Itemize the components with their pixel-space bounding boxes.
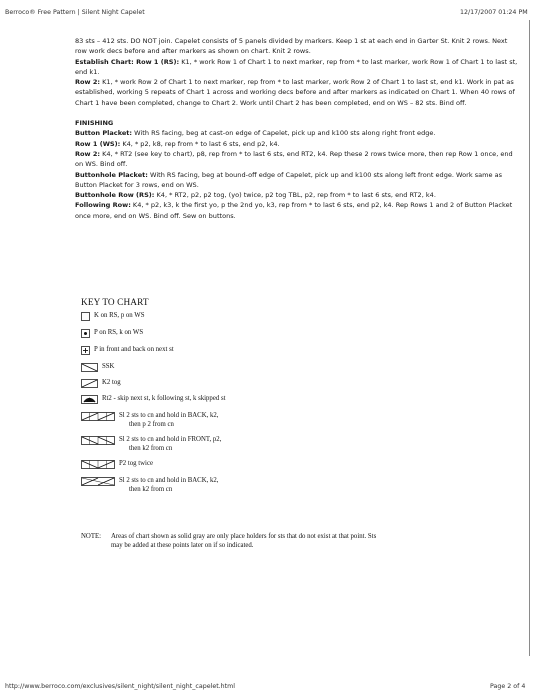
purl-symbol-icon <box>81 329 90 338</box>
key-item <box>81 346 381 363</box>
key-title: KEY TO CHART <box>81 298 149 308</box>
finishing-heading: FINISHING <box>75 119 114 128</box>
key-label: Sl 2 sts to cn and hold in BACK, k2, <box>119 412 219 419</box>
note-text: Areas of chart shown as solid gray are only place holders for sts that do not exist at that point. Sts may be added at these points later on if so indicated. <box>111 533 377 549</box>
note-label: NOTE: <box>81 533 102 540</box>
pattern-paragraph <box>75 190 520 200</box>
instruction-label: Buttonhole Placket: <box>75 170 148 179</box>
cable-back-symbol-icon <box>81 412 115 421</box>
pattern-paragraph <box>75 128 520 138</box>
key-label: K2 tog <box>102 379 121 386</box>
section-heading <box>75 118 520 128</box>
instruction-label: Row 2: <box>75 149 101 158</box>
key-item <box>81 379 381 395</box>
pattern-paragraph: 83 sts – 412 sts. DO NOT join. Capelet consists of 5 panels divided by markers. Keep 1 st at each end in Garter St. Knit 2 rows. Next row work decs before and after markers as shown on chart. Knit 2 rows. <box>75 37 508 56</box>
key-label: Sl 2 sts to cn and hold in FRONT, p2, <box>119 436 222 443</box>
instruction-label: Following Row: <box>75 201 131 210</box>
key-to-chart <box>81 298 381 501</box>
key-label: P2 tog twice <box>119 460 153 467</box>
instruction-text: K4, * RT2 (see key to chart), p8, rep from * to last 6 sts, end RT2, k4. Rep these 2 rows twice more, then rep Row 1 once, end on WS. Bind off. <box>75 149 513 169</box>
pattern-paragraph <box>75 149 520 170</box>
instruction-text: K1, * work Row 2 of Chart 1 to next marker, rep from * to last marker, work Row 2 of Chart 1 to last st, end k1. Work in pat as established, working 5 repeats of Chart 1 across and working decs before and after markers as indicated on Chart 1. When 40 rows of Chart 1 have been completed, change to Chart 2. Work until Chart 2 has been completed, end on WS – 82 sts. Bind off. <box>75 78 515 107</box>
footer-url: http://www.berroco.com/exclusives/silent_night/silent_night_capelet.html <box>5 683 236 690</box>
instruction-label: Buttonhole Row (RS): <box>75 191 155 200</box>
instruction-text: K4, * p2, k3, k the first yo, p the 2nd yo, k3, rep from * to last 6 sts, end p2, k4. Rep Rows 1 and 2 of Button Placket once more, end on WS. Bind off. Sew on buttons. <box>75 201 513 220</box>
key-label-block <box>119 477 219 494</box>
key-label: Rt2 - skip next st, k following st, k skipped st <box>102 395 226 402</box>
instruction-label: Row 2: <box>75 78 101 87</box>
key-label: K on RS, p on WS <box>94 312 145 319</box>
key-label-cont: then p 2 from cn <box>129 420 174 428</box>
key-item <box>81 412 381 436</box>
key-label: Sl 2 sts to cn and hold in BACK, k2, <box>119 477 219 484</box>
instruction-label: Button Placket: <box>75 129 133 138</box>
cable-back-k2-symbol-icon <box>81 477 115 486</box>
key-note <box>81 533 381 550</box>
footer-page-number: Page 2 of 4 <box>490 683 526 690</box>
key-label-block <box>119 436 221 453</box>
p2tog-twice-symbol-icon <box>81 460 115 469</box>
k2tog-symbol-icon <box>81 379 98 388</box>
instruction-text: With RS facing, beg at bound-off edge of Capelet, pick up and k100 sts along left front edge. Work same as Button Placket for 3 rows, end on WS. <box>75 170 503 189</box>
pattern-paragraph <box>75 170 520 191</box>
increase-symbol-icon <box>81 346 90 355</box>
knit-symbol-icon <box>81 312 90 321</box>
instruction-label: Establish Chart: Row 1 (RS): <box>75 57 180 66</box>
pattern-text <box>75 36 520 221</box>
instruction-text: With RS facing, beg at cast-on edge of Capelet, pick up and k100 sts along right front edge. <box>132 129 436 138</box>
key-label: P in front and back on next st <box>94 346 174 353</box>
key-label: P on RS, k on WS <box>94 329 144 336</box>
instruction-text: K1, * work Row 1 of Chart 1 to next marker, rep from * to last marker, work Row 1 of Chart 1 to last st, end k1. <box>75 57 518 76</box>
key-item <box>81 477 381 501</box>
instruction-label: Row 1 (WS): <box>75 139 121 148</box>
pattern-paragraph <box>75 139 520 149</box>
key-item <box>81 460 381 477</box>
key-item <box>81 312 381 329</box>
header-title: Berroco® Free Pattern | Silent Night Capelet <box>5 9 145 16</box>
header-timestamp: 12/17/2007 01:24 PM <box>460 9 528 16</box>
pattern-paragraph <box>75 200 520 221</box>
key-item <box>81 436 381 460</box>
pattern-page <box>67 20 530 656</box>
key-label-block <box>119 412 219 429</box>
key-label: SSK <box>102 363 115 370</box>
ssk-symbol-icon <box>81 363 98 372</box>
rt2-symbol-icon <box>81 395 98 404</box>
pattern-paragraph <box>75 77 520 108</box>
key-label-cont: then k2 from cn <box>129 444 173 452</box>
instruction-text: K4, * RT2, p2, p2 tog, (yo) twice, p2 tog TBL, p2, rep from * to last 6 sts, end RT2, k4. <box>154 191 436 200</box>
key-item <box>81 363 381 379</box>
key-item <box>81 329 381 346</box>
key-item <box>81 395 381 412</box>
cable-front-symbol-icon <box>81 436 115 445</box>
key-label-cont: then k2 from cn <box>129 485 173 493</box>
instruction-text: K4, * p2, k8, rep from * to last 6 sts, end p2, k4. <box>120 139 280 148</box>
pattern-paragraph <box>75 57 520 78</box>
